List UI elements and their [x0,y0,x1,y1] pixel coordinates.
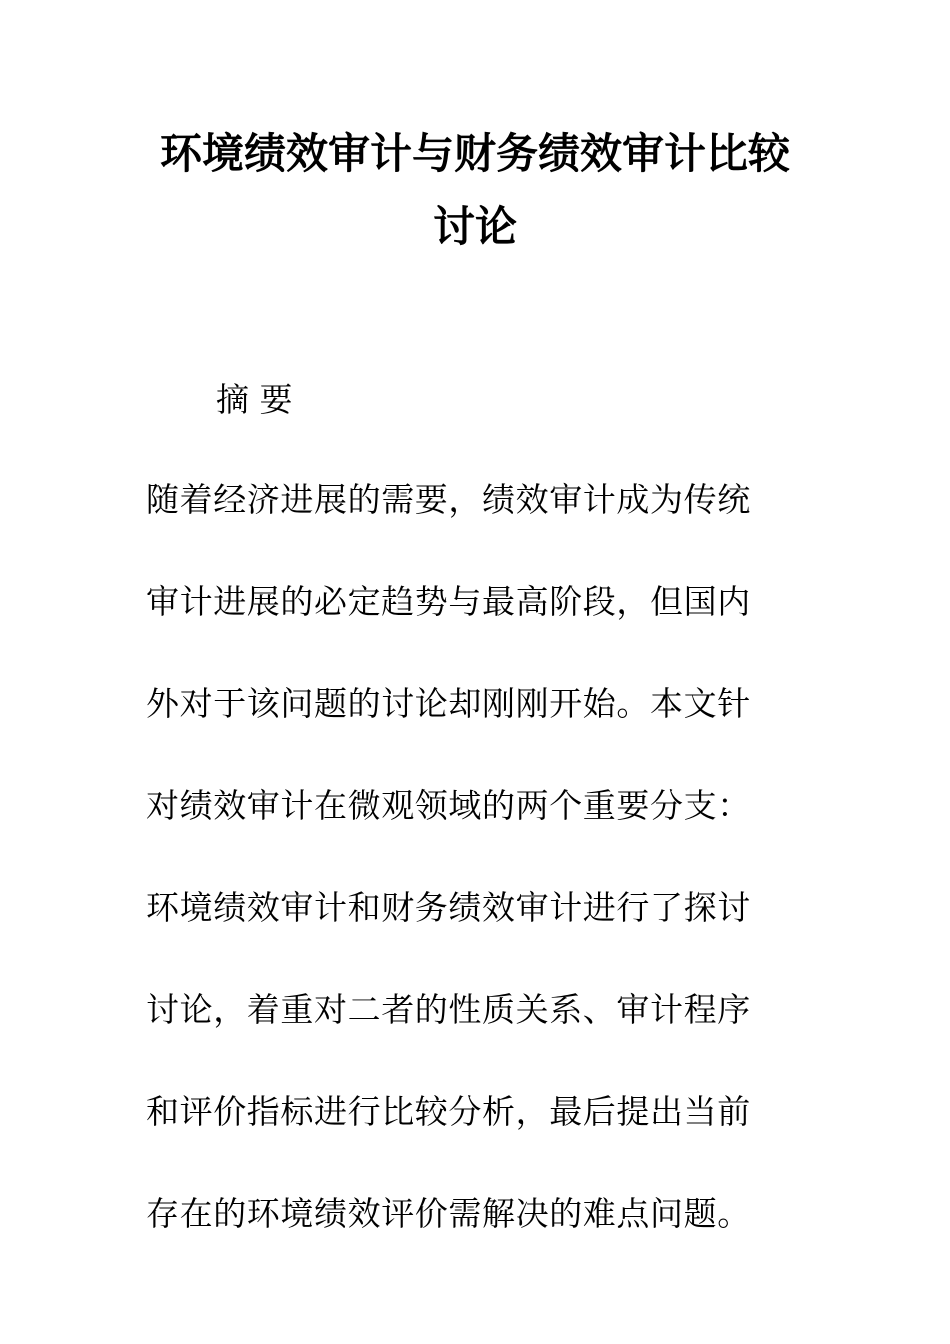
abstract-line-1: 随着经济进展的需要，绩效审计成为传统 [146,480,751,519]
document-title-line-2: 讨论 [432,202,517,251]
abstract-body [146,476,806,1292]
abstract-line-5: 环境绩效审计和财务绩效审计进行了探讨 [146,888,751,927]
document-title-line-1: 环境绩效审计与财务绩效审计比较 [159,129,790,178]
abstract-line-7: 和评价指标进行比较分析，最后提出当前 [146,1092,751,1131]
abstract-line-3: 外对于该问题的讨论却刚刚开始。本文针 [146,684,751,723]
abstract-heading: 摘 要 [216,380,293,419]
abstract-line-4: 对绩效审计在微观领域的两个重要分支： [146,786,751,825]
abstract-line-8: 存在的环境绩效评价需解决的难点问题。 [146,1194,751,1233]
abstract-line-2: 审计进展的必定趋势与最高阶段，但国内 [146,582,751,621]
abstract-line-6: 讨论，着重对二者的性质关系、审计程序 [146,990,751,1029]
